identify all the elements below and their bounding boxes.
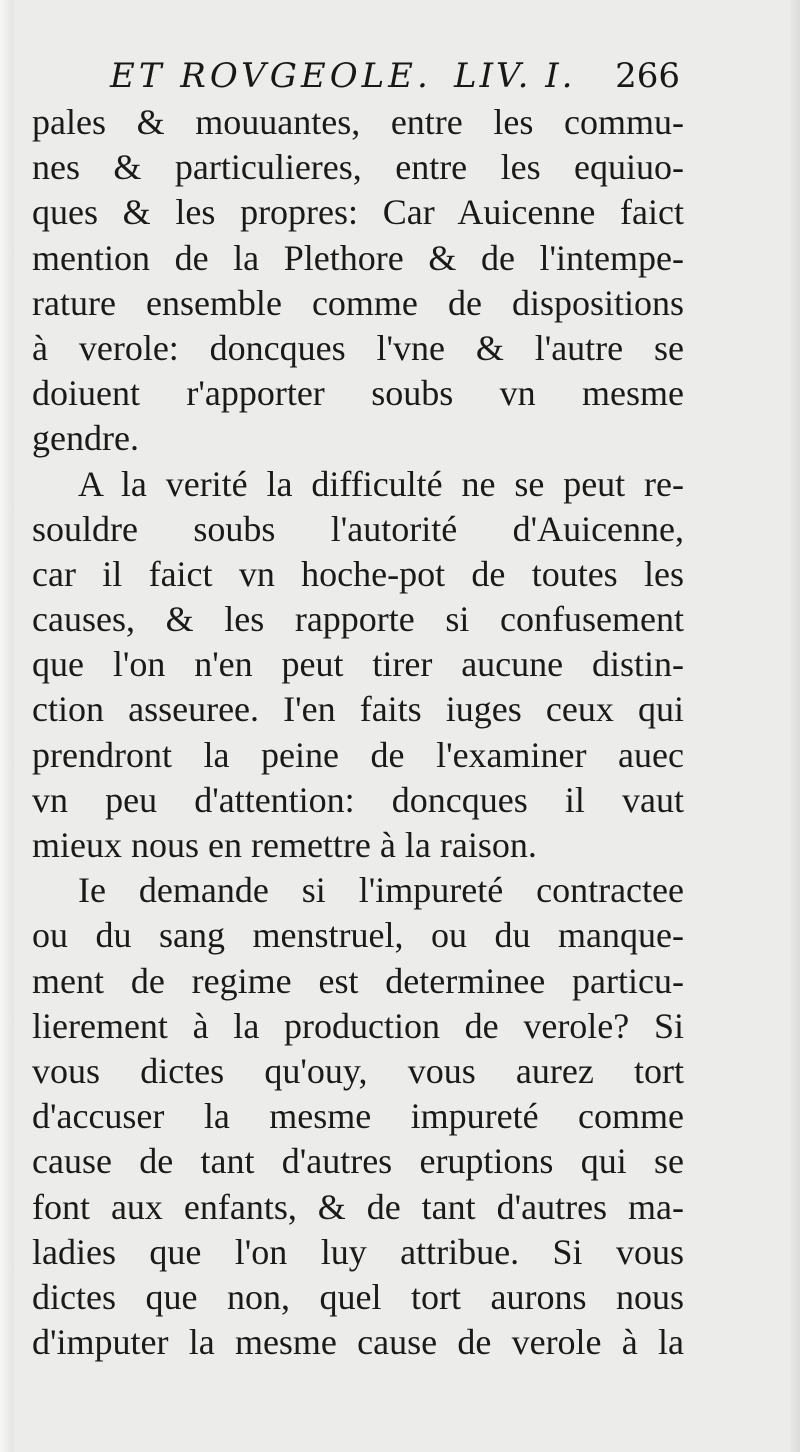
page-right-edge bbox=[790, 0, 800, 1452]
text-line: vous dictes qu'ouy, vous aurez tort bbox=[32, 1050, 684, 1091]
running-head-title: ET ROVGEOLE. bbox=[110, 56, 432, 96]
text-line: ques & les propres: Car Auicenne faict bbox=[32, 192, 684, 233]
text-line: prendront la peine de l'examiner auec bbox=[32, 734, 684, 775]
text-line: pales & mouuantes, entre les commu- bbox=[32, 102, 684, 142]
text-line: causes, & les rapporte si confusement bbox=[32, 599, 684, 640]
running-head-book: LIV. I. bbox=[454, 56, 576, 96]
text-line: mieux nous en remettre à la raison. bbox=[32, 825, 537, 865]
text-line: mention de la Plethore & de l'intempe- bbox=[32, 237, 684, 278]
paragraph-1 bbox=[32, 100, 684, 462]
page-number: 266 bbox=[615, 56, 680, 96]
body-text bbox=[32, 100, 684, 1365]
text-line: d'imputer la mesme cause de verole à la bbox=[32, 1322, 684, 1363]
paragraph-2 bbox=[32, 462, 684, 869]
text-line: gendre. bbox=[32, 418, 139, 459]
text-line: dictes que non, quel tort aurons nous bbox=[32, 1276, 684, 1317]
text-line: A la verité la difficulté ne se peut re- bbox=[78, 463, 684, 504]
text-line: souldre soubs l'autorité d'Auicenne, bbox=[32, 508, 684, 549]
text-line: ladies que l'on luy attribue. Si vous bbox=[32, 1231, 684, 1272]
text-line: ment de regime est determinee particu- bbox=[32, 960, 684, 1001]
text-line: car il faict vn hoche-pot de toutes les bbox=[32, 553, 684, 594]
text-line: cause de tant d'autres eruptions qui se bbox=[32, 1141, 684, 1182]
text-line: que l'on n'en peut tirer aucune distin- bbox=[32, 644, 684, 685]
running-head bbox=[110, 56, 680, 98]
text-line: nes & particulieres, entre les equiuo- bbox=[32, 147, 684, 188]
text-line: doiuent r'apporter soubs vn mesme bbox=[32, 373, 684, 414]
text-line: ction asseuree. I'en faits iuges ceux qui bbox=[32, 689, 684, 730]
text-line: à verole: doncques l'vne & l'autre se bbox=[32, 327, 684, 368]
text-line: font aux enfants, & de tant d'autres ma- bbox=[32, 1186, 684, 1227]
text-line: lierement à la production de verole? Si bbox=[32, 1005, 684, 1046]
text-line: ou du sang menstruel, ou du manque- bbox=[32, 915, 684, 956]
text-line: rature ensemble comme de dispositions bbox=[32, 282, 684, 323]
text-line: Ie demande si l'impureté contractee bbox=[78, 870, 684, 911]
paragraph-3 bbox=[32, 868, 684, 1365]
page-left-edge bbox=[0, 0, 14, 1452]
text-line: vn peu d'attention: doncques il vaut bbox=[32, 779, 684, 820]
text-line: d'accuser la mesme impureté comme bbox=[32, 1096, 684, 1137]
